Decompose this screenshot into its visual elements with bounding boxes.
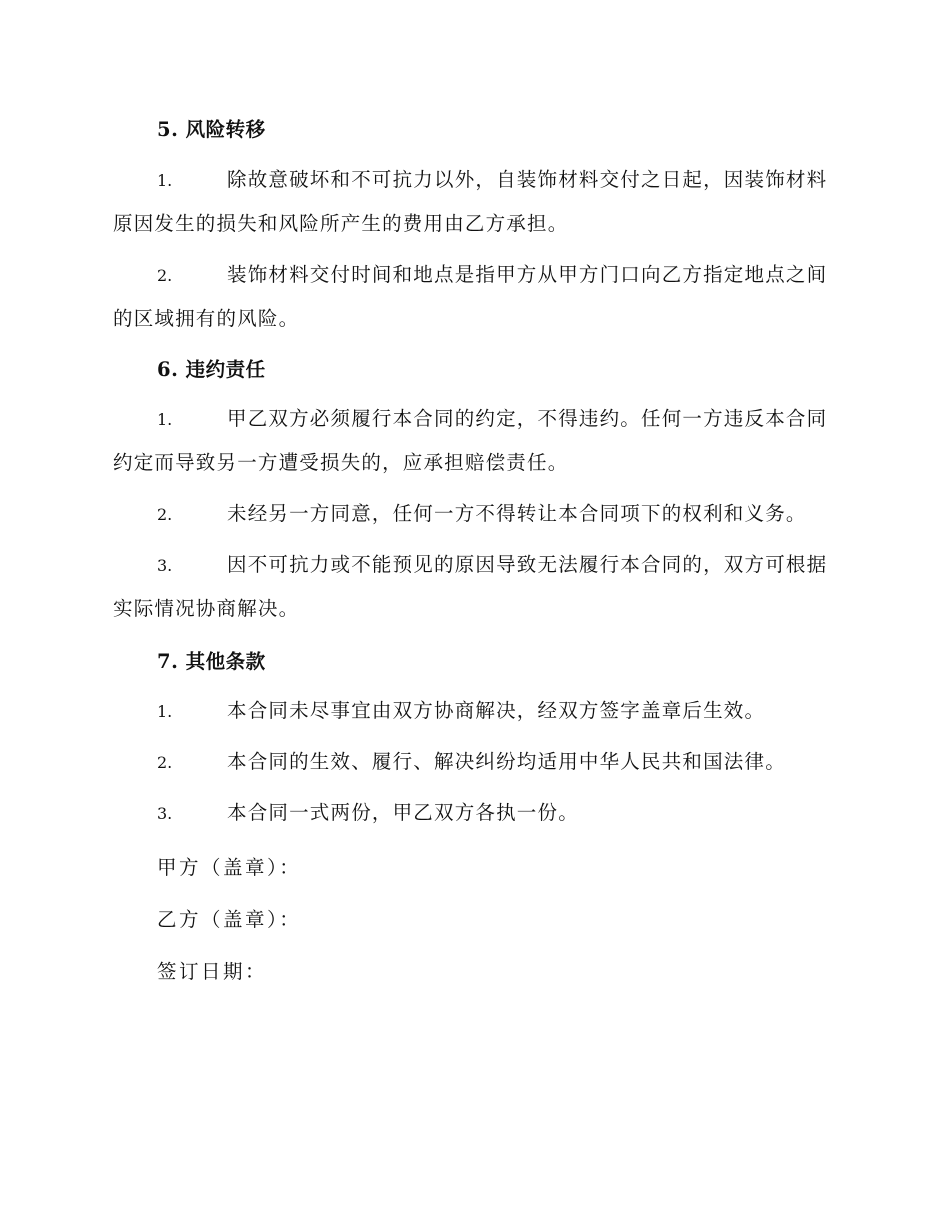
clause-text: 本合同未尽事宜由双方协商解决，经双方签字盖章后生效。 [227, 699, 766, 722]
clause-5-2 [113, 253, 833, 340]
section-heading-risk-transfer: 5. 风险转移 [157, 118, 266, 141]
clause-number: 1. [157, 410, 173, 429]
clause-number: 1. [157, 171, 173, 190]
clause-number: 3. [157, 556, 173, 575]
clause-number: 3. [157, 804, 173, 823]
clause-number: 2. [157, 753, 173, 772]
clause-text: 因不可抗力或不能预见的原因导致无法履行本合同的，双方可根据实际情况协商解决。 [113, 553, 828, 620]
signing-date-label: 签订日期： [157, 960, 268, 983]
clause-5-1 [113, 158, 833, 245]
clause-7-2 [113, 740, 833, 784]
section-heading-other-terms: 7. 其他条款 [157, 650, 266, 673]
clause-text: 未经另一方同意，任何一方不得转让本合同项下的权利和义务。 [227, 502, 807, 525]
clause-7-3 [113, 791, 833, 835]
clause-number: 2. [157, 266, 173, 285]
clause-text: 装饰材料交付时间和地点是指甲方从甲方门口向乙方指定地点之间的区域拥有的风险。 [113, 263, 828, 330]
clause-number: 1. [157, 702, 173, 721]
clause-7-1 [113, 689, 833, 733]
party-b-seal-label: 乙方（盖章）： [157, 908, 302, 931]
clause-text: 本合同一式两份，甲乙双方各执一份。 [227, 801, 579, 824]
clause-6-3 [113, 543, 833, 630]
clause-6-2 [113, 492, 833, 536]
clause-text: 除故意破坏和不可抗力以外，自装饰材料交付之日起，因装饰材料原因发生的损失和风险所产生的费用由乙方承担。 [113, 168, 828, 235]
clause-text: 甲乙双方必须履行本合同的约定，不得违约。任何一方违反本合同约定而导致另一方遭受损失的，应承担赔偿责任。 [113, 407, 828, 474]
clause-6-1 [113, 397, 833, 484]
section-heading-breach-liability: 6. 违约责任 [157, 358, 266, 381]
clause-number: 2. [157, 505, 173, 524]
clause-text: 本合同的生效、履行、解决纠纷均适用中华人民共和国法律。 [227, 750, 786, 773]
party-a-seal-label: 甲方（盖章）： [157, 856, 302, 879]
